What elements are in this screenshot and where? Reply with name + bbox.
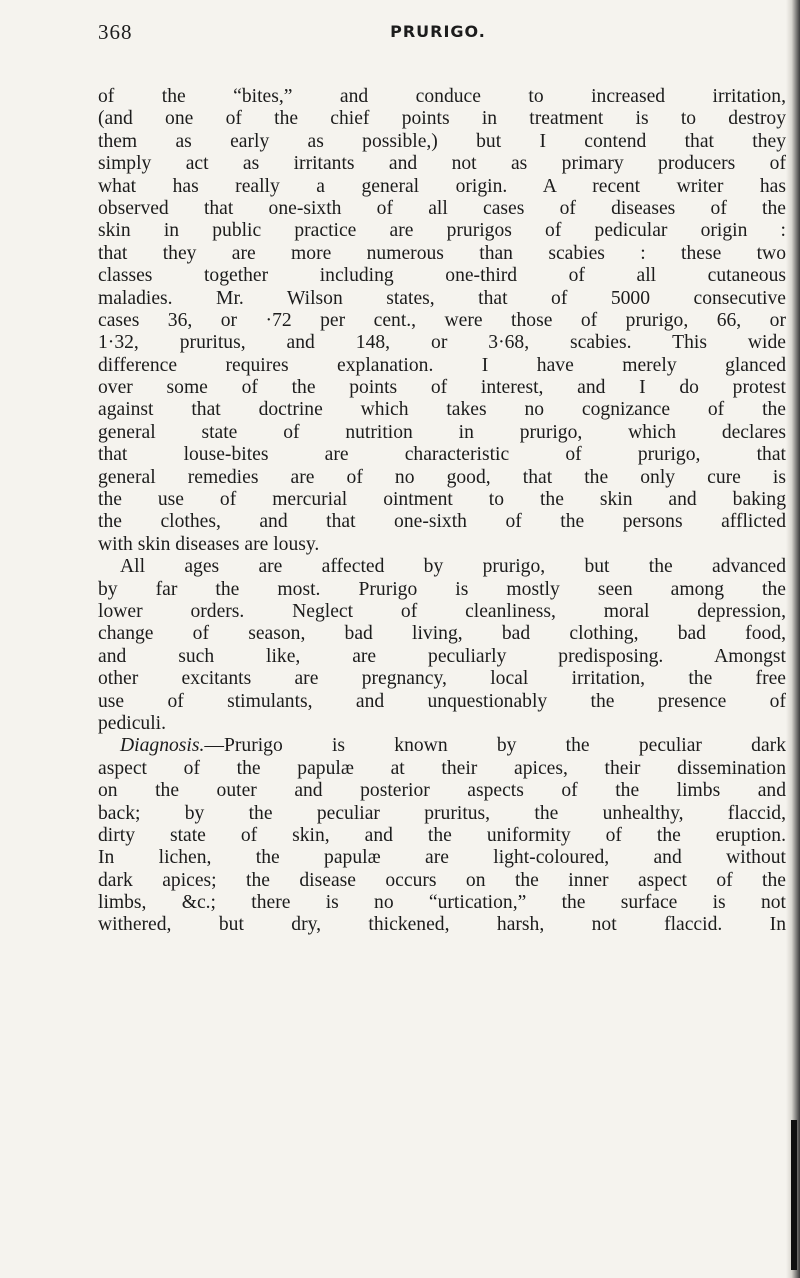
text-line [98,623,786,645]
text-line [98,892,786,914]
line-text: difference requires explanation. I have merely glanced [98,354,786,376]
text-line [98,668,786,690]
line-text: change of season, bad living, bad clothing, bad food, [98,623,786,645]
line-text: that they are more numerous than scabies : these two [98,242,786,264]
line-text: classes together including one-third of all cutaneous [98,265,786,287]
body-text [98,86,786,937]
line-text: general state of nutrition in prurigo, which declares [98,421,786,443]
line-text: maladies. Mr. Wilson states, that of 5000 consecutive [98,287,786,309]
text-line [98,220,786,242]
text-line [98,176,786,198]
text-line [98,332,786,354]
text-line [98,131,786,153]
line-text: on the outer and posterior aspects of the limbs and [98,780,786,802]
text-line [98,579,786,601]
text-line [98,601,786,623]
line-text: simply act as irritants and not as primary producers of [98,153,786,175]
text-line [98,86,786,108]
text-line [98,825,786,847]
line-text: of the “bites,” and conduce to increased irritation, [98,86,786,107]
text-line [98,243,786,265]
line-text: lower orders. Neglect of cleanliness, moral depression, [98,600,786,622]
text-line [98,422,786,444]
line-text: that louse-bites are characteristic of prurigo, that [98,444,786,466]
line-text: cases 36, or ·72 per cent., were those of prurigo, 66, or [98,309,786,331]
line-text: by far the most. Prurigo is mostly seen among the [98,578,786,600]
line-text: dark apices; the disease occurs on the inner aspect of the [98,869,786,891]
text-line [98,735,786,757]
line-text: the use of mercurial ointment to the skin and baking [98,489,786,511]
line-text: limbs, &c.; there is no “urtication,” the surface is not [98,892,786,914]
text-line [98,534,786,556]
page-number: 368 [98,20,133,44]
running-head: PRURIGO. [390,22,486,41]
text-line [98,467,786,489]
text-line [98,870,786,892]
text-line [98,377,786,399]
page-edge [786,0,800,1278]
text-line [98,691,786,713]
line-text: All ages are affected by prurigo, but the advanced [120,556,786,578]
line-text: pediculi. [98,712,167,734]
line-text: dirty state of skin, and the uniformity of the eruption. [98,824,786,846]
line-text: —Prurigo is known by the peculiar dark [204,735,786,757]
line-text: other excitants are pregnancy, local irritation, the free [98,668,786,690]
line-text: 1·32, pruritus, and 148, or 3·68, scabies. This wide [98,332,786,354]
line-text: and such like, are peculiarly predisposing. Amongst [98,645,786,667]
text-line [98,108,786,130]
line-text: over some of the points of interest, and I do protest [98,377,786,399]
text-line [98,758,786,780]
text-line [98,914,786,936]
text-line [98,847,786,869]
line-text: use of stimulants, and unquestionably the presence of [98,690,786,712]
line-text: general remedies are of no good, that the only cure is [98,466,786,488]
text-line [98,265,786,287]
text-line [98,310,786,332]
text-line [98,399,786,421]
line-text: back; by the peculiar pruritus, the unhealthy, flaccid, [98,802,786,824]
text-line [98,646,786,668]
text-line [98,803,786,825]
text-line [98,556,786,578]
text-line [98,511,786,533]
text-line [98,489,786,511]
line-text: what has really a general origin. A recent writer has [98,175,786,197]
line-text: them as early as possible,) but I contend that they [98,130,786,152]
text-line [98,444,786,466]
text-line [98,355,786,377]
line-text: the clothes, and that one-sixth of the persons afflicted [98,511,786,533]
text-line [98,780,786,802]
line-text: skin in public practice are prurigos of pedicular origin : [98,220,786,242]
line-text: aspect of the papulæ at their apices, their dissemination [98,757,786,779]
text-line [98,198,786,220]
line-text: with skin diseases are lousy. [98,533,320,555]
binding-shadow [791,1120,797,1270]
text-line [98,153,786,175]
section-heading: Diagnosis. [120,735,205,757]
line-text: withered, but dry, thickened, harsh, not flaccid. In [98,914,786,936]
line-text: In lichen, the papulæ are light-coloured, and without [98,847,786,869]
text-line [98,288,786,310]
line-text: against that doctrine which takes no cognizance of the [98,399,786,421]
line-text: (and one of the chief points in treatment is to destroy [98,108,786,130]
text-line [98,713,786,735]
line-text: observed that one-sixth of all cases of diseases of the [98,197,786,219]
page-header [98,20,778,50]
